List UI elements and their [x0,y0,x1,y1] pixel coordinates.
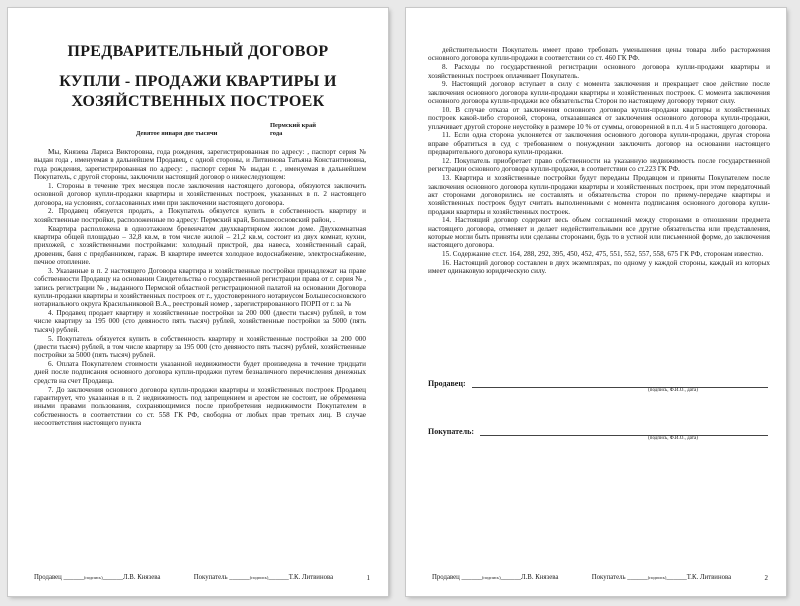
seller-signature-block [428,378,768,393]
contract-body-page-2 [428,46,770,328]
paragraph: Квартира расположена в одноэтажном бревенчатом двухквартирном жилом доме. Двухкомнатная квартира общей площадью – 32,8 кв.м, в том числе жилой – 21,2 кв.м, состоит из двух комнат, кухни, прихожей, с хозяйственными постройками: холодный пристрой, два навеса, хозяйственный сарай, дровеник, баня с предбанником, гараж. В квартире имеется холодное водоснабжение, электроснабжение, печное отопление. [34,224,366,266]
paragraph: 6. Оплата Покупателем стоимости указанной недвижимости будет произведена в течение тридцати дней после подписания основного договора купли-продажи путем безналичного перечисления денежных средств на счет Продавца. [34,360,366,385]
paragraph: Мы, Князева Лариса Викторовна, года рождения, зарегистрированная по адресу: , паспорт серия № выдан года , именуемая в дальнейшем Продавец, с одной стороны, и Литвинова Татьяна Константиновна, года рождения, зарегистрированная по адресу: , паспорт серия № выдан г. , именуемая в дальнейшем Покупатель, с другой стороны, заключили настоящий договор о нижеследующем: [34,148,366,182]
contract-body-page-1 [34,148,366,546]
footer-buyer: Покупатель ______(подпись)______Т.К. Литвинова [591,574,732,581]
paragraph: 14. Настоящий договор содержит весь объем соглашений между сторонами в отношении предмета настоящего договора, отменяет и делает недействительными все другие обязательства или представления, которые могли быть приняты или сделаны сторонами, будь то в устной или письменной форме, до заключения настоящего договора. [428,216,770,250]
page-number: 2 [764,574,768,582]
paragraph: 3. Указанные в п. 2 настоящего Договора квартира и хозяйственные постройки принадлежат на праве собственности Продавцу на основании Свидетельства о государственной регистрации права от г. серия № , запись регистрации № , выданного Пермской областной регистрационной палатой на основании Договора купли-продажи квартиры и хозяйственных построек от г., удостоверенного нотариусом Большесосновского нотариального округа Красильниковой В.А., реестровый номер , зарегистрированного ПОРП от г. за № [34,266,366,309]
buyer-signature-caption: (подпись, Ф.И.О., дата) [648,436,698,441]
buyer-signature-label: Покупатель: [428,427,474,436]
paragraph: 5. Покупатель обязуется купить в собственность квартиру и хозяйственные постройки за 200 000 (двести тысяч) рублей, в том числе квартиру за 195 000 (сто девяносто пять тысяч) рублей, хозяйственные постройки за 5000 (пять тысяч) рублей. [34,334,366,360]
paragraph: действительности Покупатель имеет право требовать уменьшения цены товара либо расторжения основного договора купли-продажи в соответствии со ст. 460 ГК РФ. [428,46,770,63]
page-footer [432,574,768,582]
page-footer [34,574,370,582]
paragraph: 4. Продавец продает квартиру и хозяйственные постройки за 200 000 (двести тысяч) рублей, в том числе квартиру за 195 000 (сто девяносто пять тысяч) рублей, хозяйственные постройки за 5000 (пять тысяч) рублей. [34,309,366,334]
paragraph: 11. Если одна сторона уклоняется от заключения основного договора купли-продажи, другая сторона вправе обратиться в суд с требованием о понуждении заключить договор на основании настоящего предварительного договора купли-продажи. [428,131,770,157]
footer-seller: Продавец ______(подпись)______Л.В. Князева [34,574,161,581]
contract-date: Девятое января две тысячи [136,130,218,137]
paragraph: 9. Настоящий договор вступает в силу с момента заключения и прекращает свое действие после заключения основного договора купли-продажи квартиры и хозяйственных построек. С момента заключения основного договора купли-продажи все обязательства Сторон по настоящему договору теряют силу. [428,80,770,106]
paragraph: 8. Расходы по государственной регистрации основного договора купли-продажи квартиры и хозяйственных построек оплачивает Покупатель. [428,63,770,80]
document-title: ПРЕДВАРИТЕЛЬНЫЙ ДОГОВОР [67,43,329,60]
document-title-line-2: КУПЛИ - ПРОДАЖИ КВАРТИРЫ И [59,73,337,90]
paragraph: 16. Настоящий договор составлен в двух экземплярах, по одному у каждой стороны, каждый из которых имеет одинаковую юридическую силу. [428,259,770,276]
paragraph: 2. Продавец обязуется продать, а Покупатель обязуется купить в собственность квартиру и хозяйственные постройки, расположенные по адресу: Пермский край, Большесосновский район, . [34,207,366,224]
document-page-2 [406,8,786,596]
seller-signature-label: Продавец: [428,379,466,388]
paragraph: 1. Стороны в течение трех месяцев после заключения настоящего договора, обязуются заключить основной договор купли-продажи квартиры и хозяйственных построек, указанных в п. 2 настоящего договора, на условиях, согласованных ими при заключении настоящего договора. [34,181,366,207]
document-title-line-3: ХОЗЯЙСТВЕННЫХ ПОСТРОЕК [71,93,325,110]
paragraph: 12. Покупатель приобретает право собственности на указанную недвижимость после государственной регистрации основного договора купли-продажи, в соответствии со ст.223 ГК РФ. [428,156,770,174]
buyer-signature-block [428,426,768,441]
seller-signature-line[interactable] [472,378,768,388]
paragraph: 15. Содержание ст.ст. 164, 288, 292, 395, 450, 452, 475, 551, 552, 557, 558, 675 ГК РФ, сторонам известно. [442,250,764,259]
footer-seller: Продавец ______(подпись)______Л.В. Князева [432,574,559,581]
page-number: 1 [366,574,370,582]
document-page-1 [8,8,388,596]
buyer-signature-line[interactable] [480,426,768,436]
paragraph: 10. В случае отказа от заключения основного договора купли-продажи квартиры и хозяйственных построек какой-либо стороной, сторона, отказавшаяся от заключения основного договора купли-продажи, уплачивает другой стороне неустойку в размере 10 % от суммы, оговоренной в п.п. 4 и 5 настоящего договора. [428,105,770,131]
seller-signature-caption: (подпись, Ф.И.О., дата) [648,388,698,393]
footer-buyer: Покупатель ______(подпись)______Т.К. Литвинова [193,574,334,581]
contract-place: Пермский край года [270,122,316,137]
paragraph: 7. До заключения основного договора купли-продажи квартиры и хозяйственных построек Продавец гарантирует, что указанная в п. 2 недвижимость под запрещением и арестом не состоит, не обременена иными правами пользования, сохраняющимися после приобретения недвижимости Покупателем в собственность в соответствии со ст. 558 ГК РФ, свободна от любых прав третьих лиц. В случае несоответствия настоящего пункта [34,385,366,427]
paragraph: 13. Квартира и хозяйственные постройки будут переданы Продавцом и приняты Покупателем после заключения основного договора купли-продажи квартиры и хозяйственных построек, при этом передаточный акт сторонами договорились не составлять и обязательства сторон по приему-передаче квартиры и хозяйственных построек будут считать выполненными с момента подписания основного договора купли-продажи квартиры и хозяйственных построек. [428,174,770,216]
